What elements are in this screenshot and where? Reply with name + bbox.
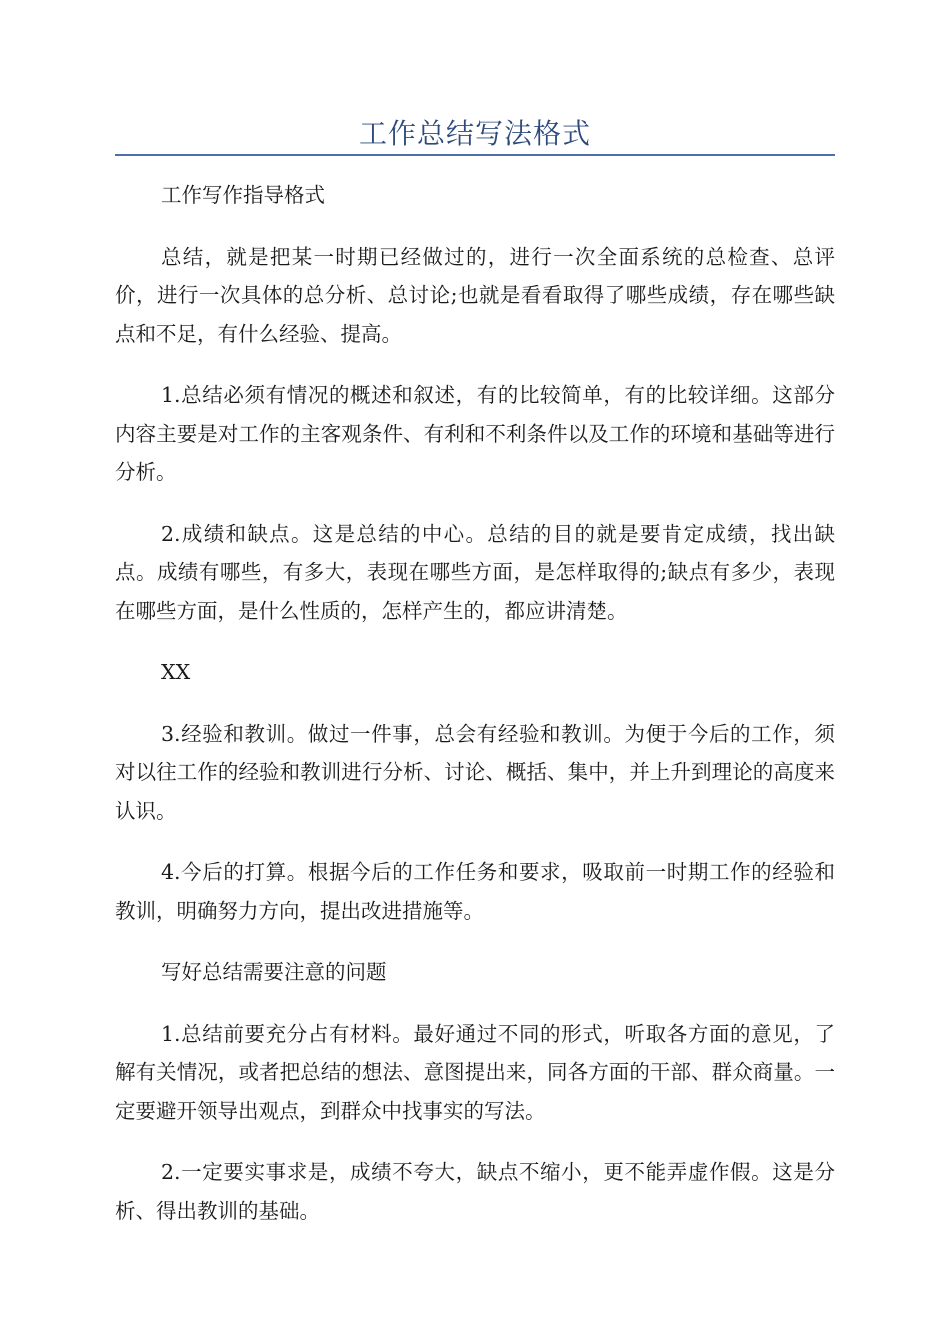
section-heading-writing-guide: 工作写作指导格式 (161, 183, 325, 207)
paragraph-point-3: 3.经验和教训。做过一件事，总会有经验和教训。为便于今后的工作，须对以往工作的经验和教训进行分析、讨论、概括、集中，并上升到理论的高度来认识。 (115, 721, 835, 823)
paragraph-definition: 总结，就是把某一时期已经做过的，进行一次全面系统的总检查、总评价，进行一次具体的总分析、总讨论;也就是看看取得了哪些成绩，存在哪些缺点和不足，有什么经验、提高。 (115, 244, 835, 346)
section-heading-notes: 写好总结需要注意的问题 (161, 960, 387, 984)
paragraph-placeholder: XX (161, 660, 191, 684)
title-underline (115, 154, 835, 156)
paragraph-point-1: 1.总结必须有情况的概述和叙述，有的比较简单，有的比较详细。这部分内容主要是对工作的主客观条件、有利和不利条件以及工作的环境和基础等进行分析。 (115, 383, 835, 484)
paragraph-note-1: 1.总结前要充分占有材料。最好通过不同的形式，听取各方面的意见，了解有关情况，或者把总结的想法、意图提出来，同各方面的干部、群众商量。一定要避开领导出观点，到群众中找事实的写法。 (115, 1021, 835, 1123)
paragraph-point-4: 4.今后的打算。根据今后的工作任务和要求，吸取前一时期工作的经验和教训，明确努力方向，提出改进措施等。 (115, 860, 835, 923)
paragraph-note-2: 2.一定要实事求是，成绩不夸大，缺点不缩小，更不能弄虚作假。这是分析、得出教训的基础。 (115, 1160, 835, 1223)
paragraph-point-2: 2.成绩和缺点。这是总结的中心。总结的目的就是要肯定成绩，找出缺点。成绩有哪些，有多大，表现在哪些方面，是怎样取得的;缺点有多少，表现在哪些方面，是什么性质的，怎样产生的，都应讲清楚。 (115, 521, 835, 623)
document-body (115, 176, 835, 1253)
document-title: 工作总结写法格式 (358, 117, 591, 150)
